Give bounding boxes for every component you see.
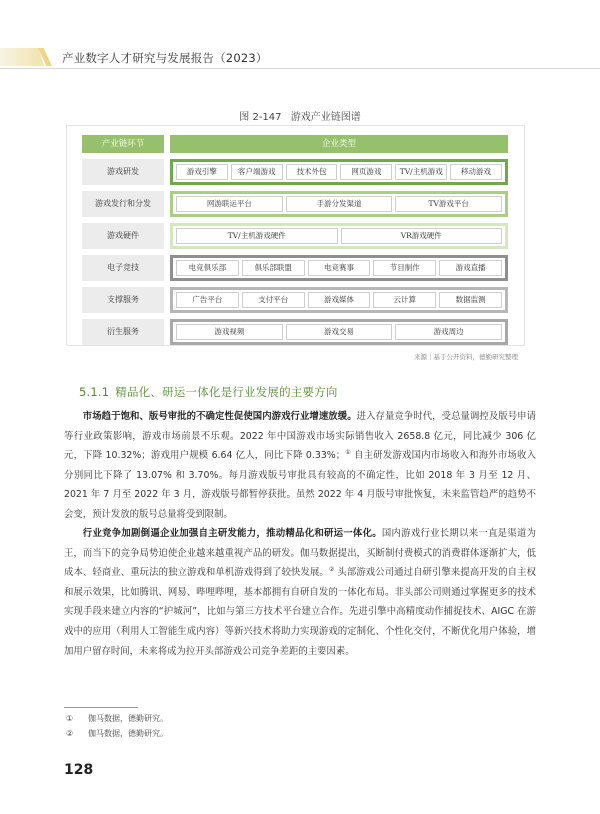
company-type-box: 广告平台 [176,292,239,308]
company-type-box: 电竞赛事 [308,260,371,276]
company-type-box: 游戏视频 [176,324,283,340]
company-type-box: 游戏媒体 [308,292,371,308]
company-type-box: TV游戏平台 [395,196,502,212]
company-type-box: TV/主机游戏 [395,164,447,180]
company-type-box: 游戏引擎 [176,164,228,180]
chain-stage-label: 衍生服务 [82,319,164,345]
company-type-box: 游戏直播 [439,260,502,276]
figure-column-header-left: 产业链环节 [82,135,164,153]
chain-stage-label: 电子竞技 [82,255,164,281]
chain-stage-companies [170,255,508,281]
body-paragraph [64,524,536,661]
footnote [66,713,168,724]
chain-stage-companies [170,191,508,217]
header-decoration [0,48,44,66]
running-header-title: 产业数字人才研究与发展报告（2023） [62,51,268,65]
figure-source: 来源｜基于公开资料，德勤研究整理 [414,353,518,361]
figure-caption [0,108,600,123]
footnote-ref[interactable]: ② [328,566,335,574]
paragraph-text: 头部游戏公司通过自研引擎来提高开发的自主权和展示效果，比如腾讯、网易、哔哩哔哩，基本都拥有自研自发的一体化布局。非头部公司则通过掌握更多的技术实现手段来建立内容的“护城河”，比如与第三方技术平台建立合作。先进引擎中高精度动作捕捉技术、AIGC 在游戏中的应用（利用人工智能生成内容）等新兴技术将助力实现游戏的定制化、个性化交付，不断优化用户体验，增加用户留存时间，未来将成为拉开头部游戏公司竞争差距的主要因素。 [64,567,536,657]
chain-stage-companies [170,223,508,249]
paragraph-lead: 行业竞争加剧倒逼企业加强自主研发能力，推动精品化和研运一体化。 [82,528,382,539]
company-type-box: VR游戏硬件 [341,228,503,244]
company-type-box: 网页游戏 [340,164,392,180]
footnote-ref[interactable]: ① [345,449,351,457]
company-type-box: 节目制作 [373,260,436,276]
figure-title: 游戏产业链图谱 [290,112,361,123]
chain-stage-label: 游戏硬件 [82,223,164,249]
company-type-box: 游戏周边 [395,324,502,340]
company-type-box: 游戏交易 [286,324,393,340]
company-type-box: 手游分发渠道 [286,196,393,212]
footnote-mark: ① [66,714,74,723]
chain-stage-label: 支撑服务 [82,287,164,313]
chain-stage-companies [170,287,508,313]
company-type-box: 云计算 [373,292,436,308]
company-type-box: 技术外包 [286,164,338,180]
section-heading [79,384,338,400]
chain-stage-companies [170,159,508,185]
footnote-mark: ② [66,729,74,738]
chain-stage-companies [170,319,508,345]
figure-column-header-right: 企业类型 [170,135,508,153]
footnote-text: 伽马数据，德勤研究。 [88,714,168,723]
company-type-box: 网游联运平台 [176,196,283,212]
paragraph-text: 进入存量竞争时代，受总量调控及版号申请等行业政策影响，游戏市场前景不乐观。2022 年中国游戏市场实际销售收入 2658.8 亿元，同比减少 306 亿元，下降 10.32%；游戏用户规模 6.64 亿人，同比下降 0.33%； [64,411,536,462]
company-type-box: 客户端游戏 [231,164,283,180]
footnote-text: 伽马数据，德勤研究。 [88,729,168,738]
footnote-rule [64,707,138,708]
company-type-box: 支付平台 [242,292,305,308]
footnote [66,728,168,739]
section-number: 5.1.1 [79,385,110,399]
header-rule [0,68,600,69]
company-type-box: 俱乐部联盟 [242,260,305,276]
chain-stage-label: 游戏研发 [82,159,164,185]
paragraph-text: 国内游戏行业长期以来一直是渠道为王，而当下的竞争局势迫使企业越来越重视产品的研发。伽马数据提出，买断制付费模式的消费群体逐渐扩大，低成本、轻商业、重玩法的独立游戏和单机游戏得到了较快发展。 [64,528,536,579]
section-title: 精品化、研运一体化是行业发展的主要方向 [115,385,338,399]
page-number: 128 [64,762,94,778]
chain-stage-label: 游戏发行和分发 [82,191,164,217]
company-type-box: 电竞俱乐部 [176,260,239,276]
paragraph-text: 自主研发游戏国内市场收入和海外市场收入分别同比下降了 13.07% 和 3.70%。每月游戏版号审批具有较高的不确定性，比如 2018 年 3 月至 12 月、2021 年 7 月至 2022 年 3 月，游戏版号都暂停获批。虽然 2022 年 4 月版号审批恢复，未来监管趋严的趋势不会变，预计发放的版号总量将受到限制。 [64,450,537,520]
paragraph-lead: 市场趋于饱和、版号审批的不确定性促使国内游戏行业增速放缓。 [82,411,357,422]
figure-number: 图 2-147 [239,112,282,123]
company-type-box: TV/主机游戏硬件 [176,228,338,244]
body-paragraph [64,407,536,525]
company-type-box: 数据监测 [439,292,502,308]
company-type-box: 移动游戏 [450,164,502,180]
